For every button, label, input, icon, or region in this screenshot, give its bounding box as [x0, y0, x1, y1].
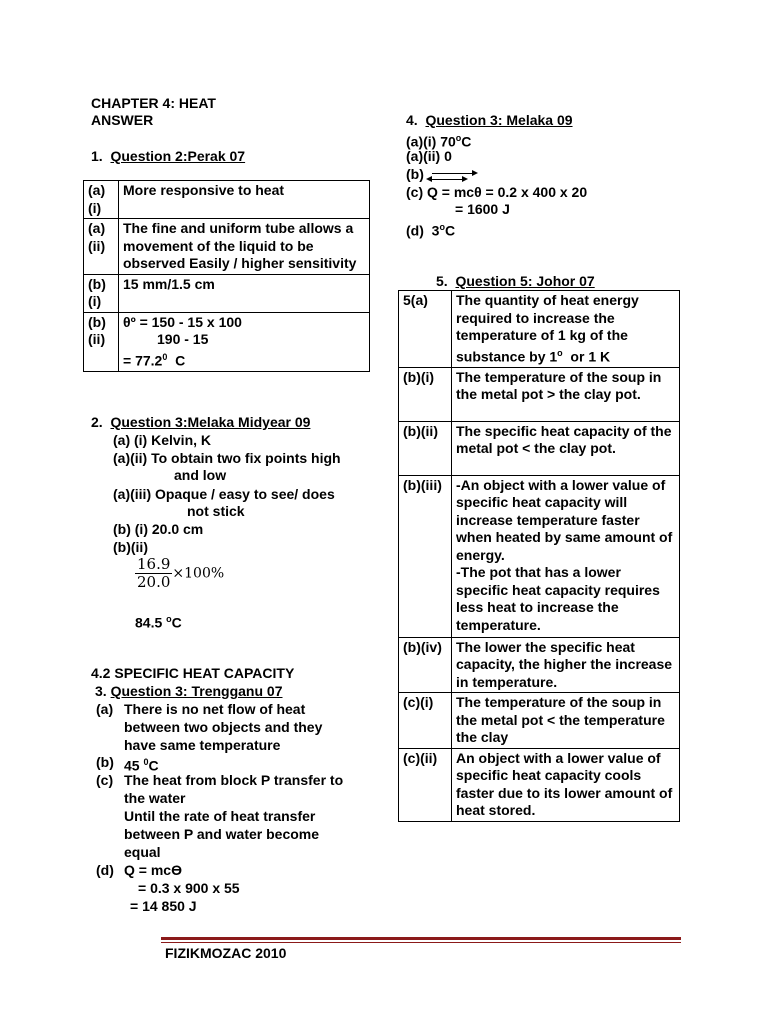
table-row — [84, 219, 370, 275]
q2-line: (a)(ii) To obtain two fix points high — [113, 450, 341, 466]
q4-line: (c) Q = mcθ = 0.2 x 400 x 20 — [406, 184, 588, 200]
q2-title: Question 3:Melaka Midyear 09 — [110, 414, 311, 430]
row-answer — [119, 312, 370, 371]
q2-line: (a)(iii) Opaque / easy to see/ does — [113, 486, 335, 502]
row-label: (b) (ii) — [84, 312, 119, 371]
q3-heading — [95, 683, 283, 700]
row-label: (b)(iv) — [399, 637, 452, 693]
q4-title: Question 3: Melaka 09 — [425, 112, 573, 128]
q3-line: There is no net flow of heat — [124, 701, 306, 717]
q3-line: The heat from block P transfer to — [124, 772, 344, 788]
row-answer: More responsive to heat — [119, 181, 370, 219]
q2-line: and low — [174, 467, 227, 483]
chapter-title: CHAPTER 4: HEAT — [91, 95, 216, 111]
q3-line: between P and water become — [124, 826, 320, 842]
q2-number: 2. — [91, 414, 103, 430]
fraction-expression — [135, 556, 224, 591]
q3-label: (b) — [96, 754, 114, 770]
q2-line: not stick — [187, 503, 245, 519]
fraction-denominator: 20.0 — [137, 573, 171, 591]
q1-heading — [91, 148, 245, 165]
row-label: (a) (i) — [84, 181, 119, 219]
table-row — [399, 475, 680, 637]
right-arrow-icon — [432, 173, 476, 174]
row-label: (b) (i) — [84, 274, 119, 312]
q3-line: have same temperature — [124, 737, 281, 753]
row-label: (b)(ii) — [399, 421, 452, 475]
q2-line: (a) (i) Kelvin, K — [113, 432, 212, 448]
q2-heading — [91, 414, 310, 431]
footer-text: FIZIKMOZAC 2010 — [165, 945, 287, 961]
q5-table — [398, 290, 680, 822]
answer-heading: ANSWER — [91, 112, 154, 128]
section-heading: 4.2 SPECIFIC HEAT CAPACITY — [91, 665, 295, 681]
row-label: (c)(ii) — [399, 748, 452, 821]
table-row — [399, 367, 680, 421]
fraction-numerator: 16.9 — [137, 555, 171, 573]
row-answer: An object with a lower value of specific heat capacity cools faster due to its lower amount of heat stored. — [452, 748, 680, 821]
q2-result: 84.5 $^o$C — [135, 614, 182, 631]
formula-line: θº = 150 - 15 x 100 — [123, 313, 242, 330]
row-answer: 15 mm/1.5 cm — [119, 274, 370, 312]
q4-line: (b) — [406, 166, 424, 182]
fraction — [135, 556, 172, 591]
q2-line: (b) (i) 20.0 cm — [113, 521, 204, 537]
row-label: (b)(iii) — [399, 475, 452, 637]
q3-label: (d) — [96, 862, 114, 878]
q4-line: (d) 3$^o$C — [406, 222, 456, 239]
q3-line: = 14 850 J — [130, 898, 197, 914]
q3-title: Question 3: Trengganu 07 — [110, 683, 283, 699]
table-row — [84, 181, 370, 219]
row-answer: -An object with a lower value of specific heat capacity will increase temperature faster when heated by same amount of energy. -The pot that has a lower specific heat capacity requires less heat to increase the temperature. — [452, 475, 680, 637]
q4-number: 4. — [406, 112, 418, 128]
row-answer: The temperature of the soup in the metal pot > the clay pot. — [452, 367, 680, 421]
q2-line: (b)(ii) — [113, 539, 148, 555]
table-row — [399, 693, 680, 749]
row-answer: The lower the specific heat capacity, the higher the increase in temperature. — [452, 637, 680, 693]
formula-line: 190 - 15 — [157, 331, 209, 347]
q3-line: the water — [124, 790, 186, 806]
q1-title: Question 2:Perak 07 — [110, 148, 246, 164]
row-label: 5(a) — [399, 291, 452, 368]
table-row — [399, 291, 680, 368]
row-label: (a) (ii) — [84, 219, 119, 275]
q5-heading — [436, 273, 595, 290]
row-answer: The temperature of the soup in the metal pot < the temperature the clay — [452, 693, 680, 749]
q4-line: (a)(ii) 0 — [406, 148, 452, 164]
q3-line: Until the rate of heat transfer — [124, 808, 316, 824]
table-row — [399, 748, 680, 821]
formula-line: = $77.2^0$ C — [123, 351, 186, 369]
row-answer: The fine and uniform tube allows a movement of the liquid to be observed Easily / higher sensitivity — [119, 219, 370, 275]
q1-table — [83, 180, 370, 372]
q3-line: Q = mcϴ — [124, 862, 182, 878]
footer-divider — [161, 937, 681, 940]
q3-line: 45 $^0$C — [124, 757, 159, 774]
q3-label: (c) — [96, 772, 114, 788]
fraction-multiplier: ×100% — [172, 565, 225, 582]
row-label: (c)(i) — [399, 693, 452, 749]
q3-line: equal — [124, 844, 161, 860]
row-label: (b)(i) — [399, 367, 452, 421]
q1-number: 1. — [91, 148, 103, 164]
double-arrow-icon — [428, 179, 466, 180]
q4-heading — [406, 112, 573, 129]
q4-line: (a)(i) 70$^o$C — [406, 133, 472, 150]
row-answer: The quantity of heat energy required to increase the temperature of 1 kg of the substance by 1$^o$ or 1 K — [452, 291, 680, 368]
q5-title: Question 5: Johor 07 — [455, 273, 595, 289]
q5-number: 5. — [436, 273, 448, 289]
table-row — [399, 637, 680, 693]
table-row — [399, 421, 680, 475]
q4-line: = 1600 J — [455, 201, 510, 217]
q3-label: (a) — [96, 701, 114, 717]
q3-line: between two objects and they — [124, 719, 323, 735]
table-row — [84, 312, 370, 371]
table-row — [84, 274, 370, 312]
q3-number: 3. — [95, 683, 107, 699]
row-answer: The specific heat capacity of the metal pot < the clay pot. — [452, 421, 680, 475]
footer-divider-thin — [161, 942, 681, 943]
q3-line: = 0.3 x 900 x 55 — [138, 880, 240, 896]
